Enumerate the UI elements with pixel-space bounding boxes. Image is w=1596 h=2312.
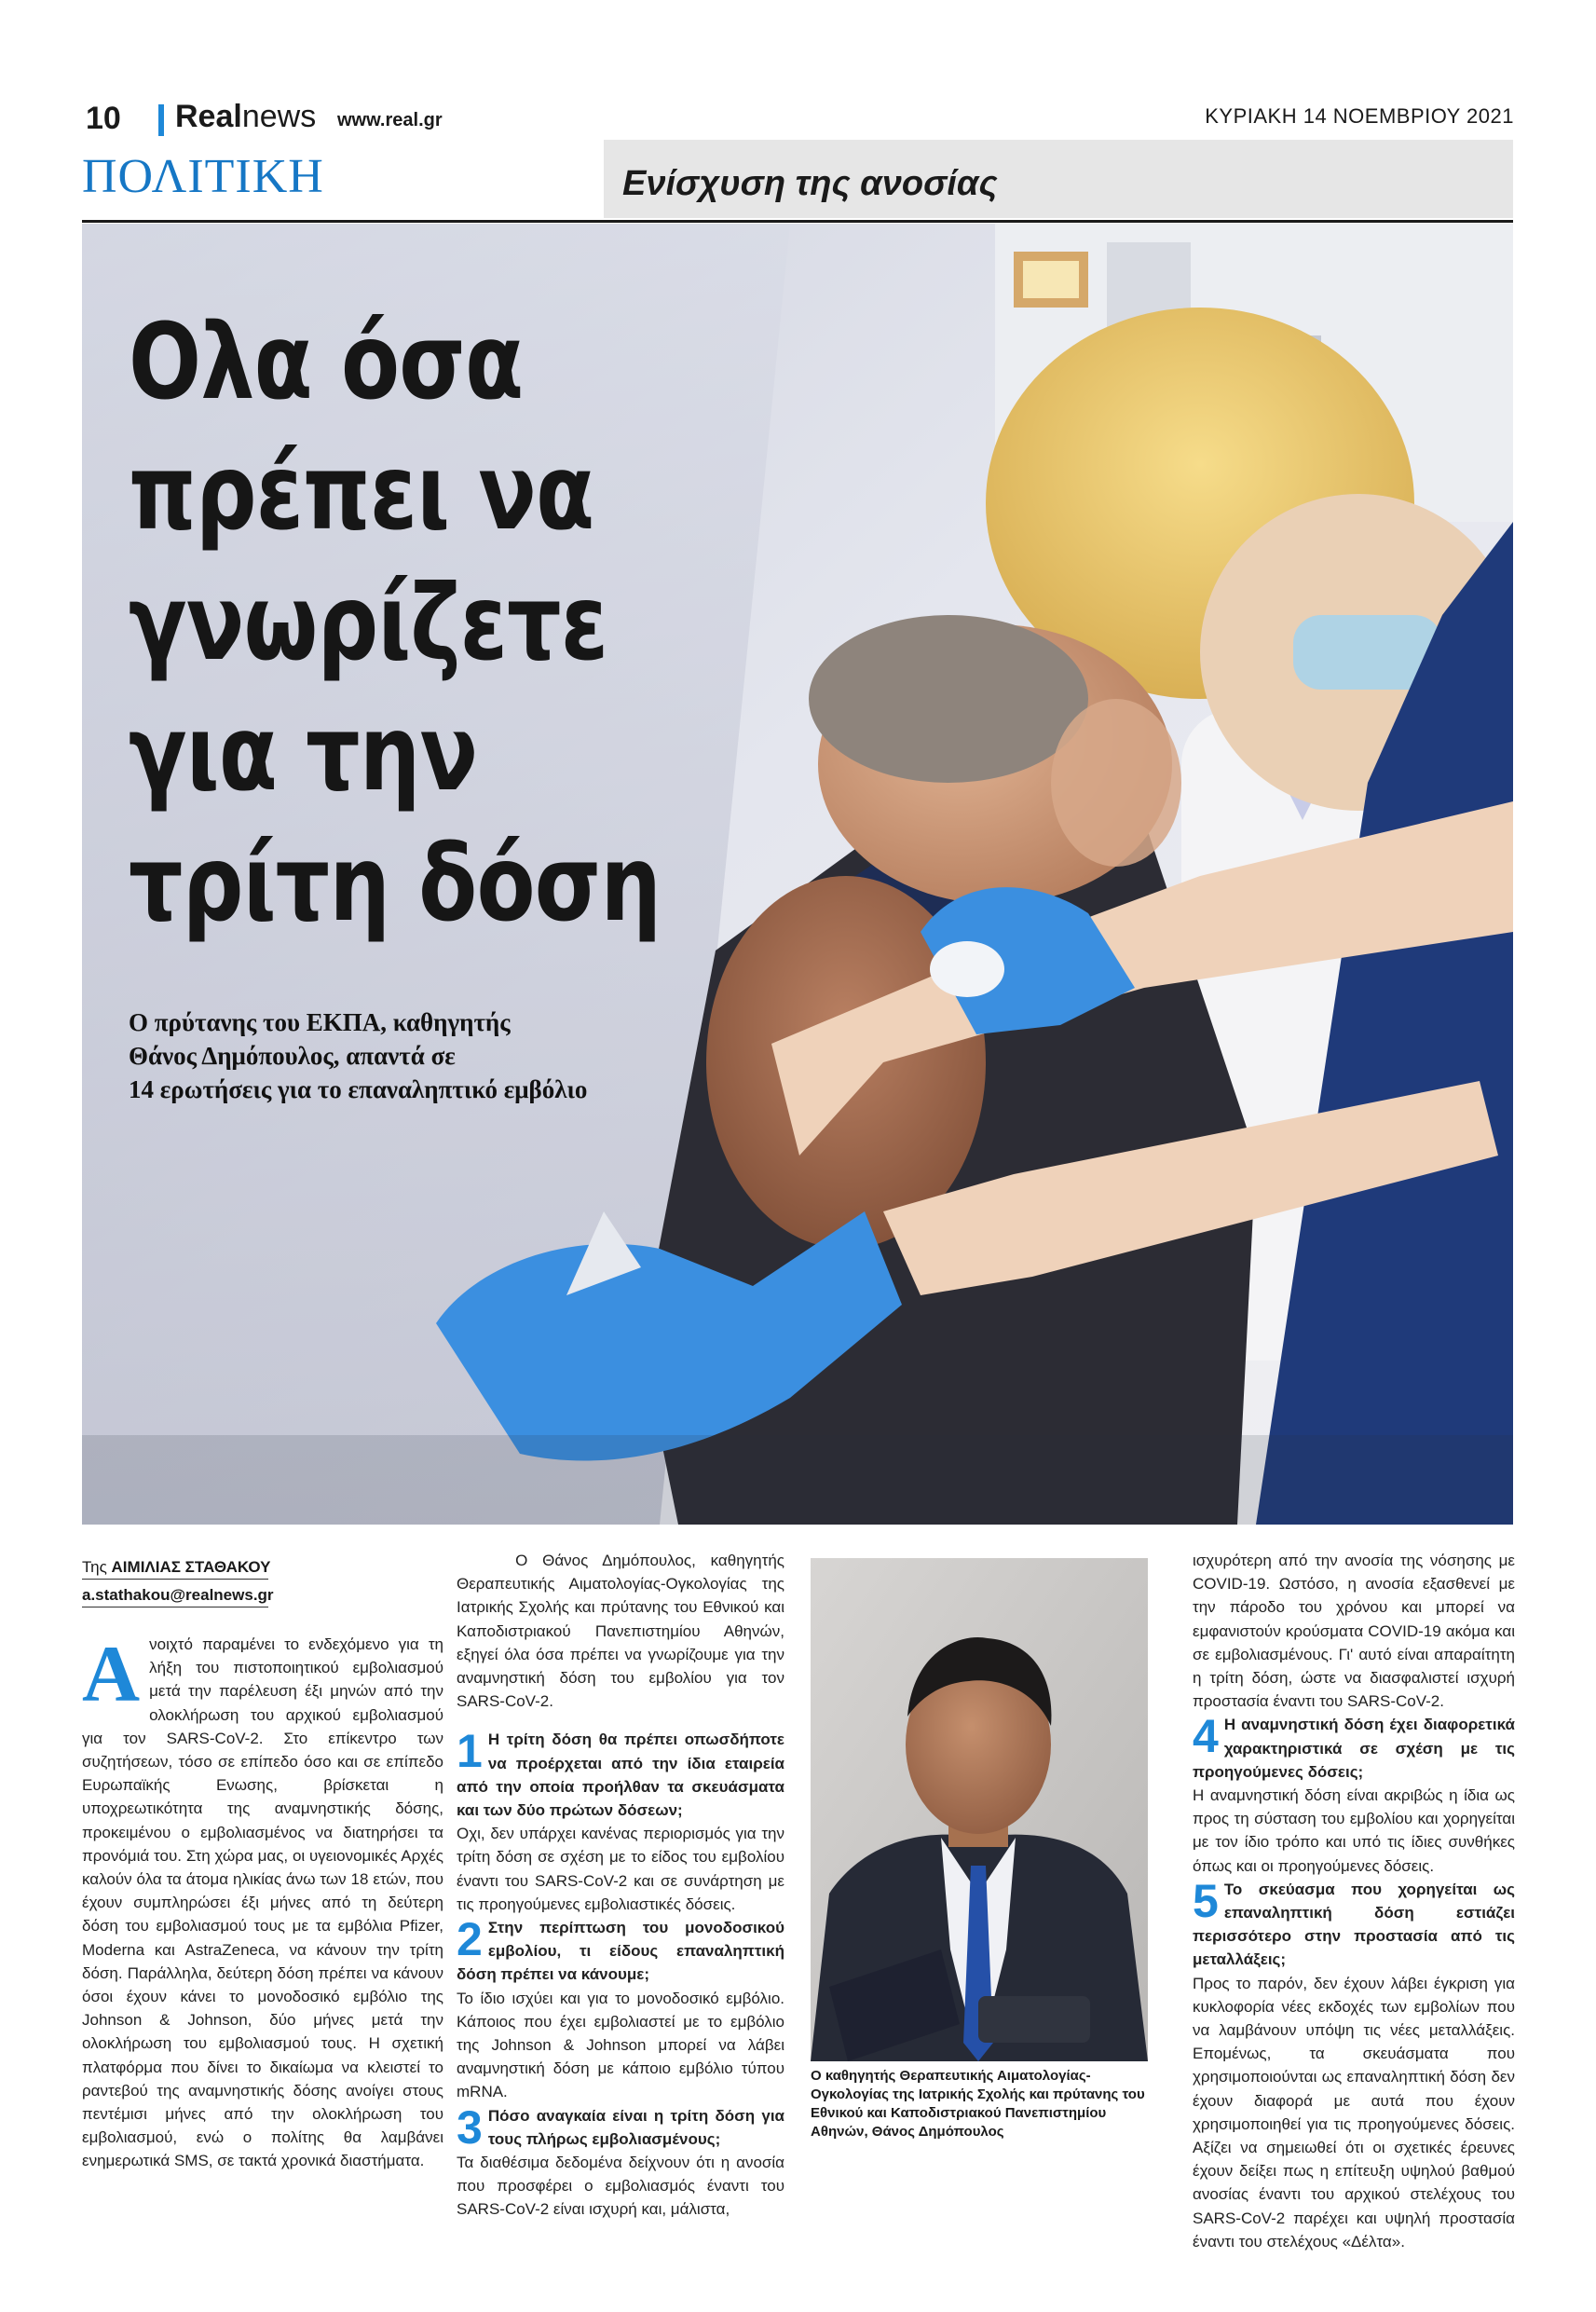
article-column-1	[82, 1629, 443, 2173]
question-4-text: Η αναμνηστική δόση έχει διαφορετικά χαρακτηριστικά σε σχέση με τις προηγούμενες δόσεις;	[1193, 1716, 1515, 1781]
question-2	[457, 1913, 784, 1987]
question-1-text: Η τρίτη δόση θα πρέπει οπωσδήποτε να προέρχεται από την ίδια εταιρεία από την οποία προήλθαν τα σκευάσματα και των δύο πρώτων δόσεων;	[457, 1731, 784, 1820]
page-number: 10	[86, 101, 121, 136]
answer-3: Τα διαθέσιμα δεδομένα δείχνουν ότι η ανοσία που προσφέρει ο εμβολιασμός έναντι του SARS-CoV-2 είναι ισχυρή και, μάλιστα,	[457, 2154, 784, 2219]
question-number-5: 5	[1193, 1874, 1219, 1927]
issue-date: ΚΥΡΙΑΚΗ 14 ΝΟΕΜΒΡΙΟΥ 2021	[1205, 104, 1514, 128]
question-number-3: 3	[457, 2100, 483, 2154]
brand-light: news	[241, 99, 317, 134]
brand-site: www.real.gr	[337, 110, 443, 130]
headline-line-5: τρίτη δόση	[129, 824, 662, 945]
question-number-2: 2	[457, 1913, 483, 1966]
header-rule	[82, 220, 1513, 223]
deck-line-1: Ο πρύτανης του ΕΚΠΑ, καθηγητής	[129, 1008, 511, 1036]
deck-line-3: 14 ερωτήσεις για το επαναληπτικό εμβόλιο	[129, 1075, 588, 1103]
professor-portrait	[811, 1558, 1148, 2061]
headline-line-4: για την	[129, 693, 478, 814]
byline-prefix: Της	[82, 1558, 107, 1576]
article-column-4	[1193, 1549, 1515, 2253]
question-3-text: Πόσο αναγκαία είναι η τρίτη δόση για τους πλήρως εμβολιασμένους;	[487, 2106, 784, 2148]
question-number-1: 1	[457, 1725, 483, 1778]
brand-bold: Real	[175, 99, 242, 134]
question-3	[457, 2100, 784, 2154]
byline-rule	[82, 1579, 268, 1580]
section-title: ΠΟΛΙΤΙΚΗ	[82, 150, 324, 203]
headline-line-3: γνωρίζετε	[129, 563, 608, 684]
author-email[interactable]: a.stathakou@realnews.gr	[82, 1586, 274, 1604]
question-5	[1193, 1874, 1515, 1972]
question-1	[457, 1725, 784, 1822]
drop-cap: Α	[82, 1629, 141, 1718]
byline	[82, 1558, 270, 1577]
intro-paragraph: νοιχτό παραμένει το ενδεχόμενο για τη λήξη του πιστοποιητικού εμβολιασμού μετά την παρέλευση έξι μηνών από την ολοκλήρωση του αρχικού εμβολιασμού για τον SARS-CoV-2. Στο επίκεντρο των συζητήσεων, τόσο σε επίπεδο όσο και σε επίπεδο Ευρωπαϊκής Ενωσης, βρίσκεται η υποχρεωτικότητα της αναμνηστικής δόσης, προκειμένου ο εμβολιασμένος να διατηρήσει τα προνόμιά του. Στη χώρα μας, οι υγειονομικές Αρχές καλούν όλα τα άτομα ηλικίας άνω των 18 ετών, που έχουν συμπληρώσει έξι μήνες από τη δεύτερη δόση του εμβολιασμού τους με τα εμβόλια Pfizer, Moderna και AstraZeneca, να κάνουν την τρίτη δόση. Παράλληλα, δεύτερη δόση πρέπει να κάνουν όσοι έχουν κάνει το μονοδοσικό εμβόλιο της Johnson & Johnson, δύο μήνες μετά την ολοκλήρωση του εμβολιασμού τους. Η σχετική πλατφόρμα που δίνει το δικαίωμα να κλειστεί το ραντεβού της αναμνηστικής δόσης ανοίγει στους πεντέμισι μήνες από την ολοκλήρωση του εμβολιασμού, ενώ ο πολίτης θα λαμβάνει ενημερωτικά SMS, σε τακτά χρονικά διαστήματα.	[82, 1635, 443, 2170]
byline-author: ΑΙΜΙΛΙΑΣ ΣΤΑΘΑΚΟΥ	[111, 1558, 271, 1576]
question-number-4: 4	[1193, 1710, 1219, 1763]
question-5-text: Το σκεύασμα που χορηγείται ως επαναληπτική δόση εστιάζει περισσότερο στην προστασία από τις μεταλλάξεις;	[1193, 1880, 1515, 1969]
deck-line-2: Θάνος Δημόπουλος, απαντά σε	[129, 1042, 456, 1070]
question-2-text: Στην περίπτωση του μονοδοσικού εμβολίου, τι είδους επαναληπτική δόση πρέπει να κάνουμε;	[457, 1919, 784, 1984]
interview-intro-text: καθηγητής Θεραπευτικής Αιματολογίας-Ογκολογίας της Ιατρικής Σχολής και πρύτανης του Εθνικού και Καποδιστριακού Πανεπιστημίου Αθηνών, εξηγεί όλα όσα πρέπει να γνωρίζουμε για την αναμνηστική δόση του εμβολίου για τον SARS-CoV-2.	[457, 1552, 784, 1711]
question-4	[1193, 1710, 1515, 1784]
continued-paragraph: ισχυρότερη από την ανοσία της νόσησης με COVID-19. Ωστόσο, η ανοσία εξασθενεί με την πάροδο του χρόνου και μπορεί να εμφανιστούν κρούσματα COVID-19 ακόμα και σε εμβολιασμένους. Γι' αυτό είναι απαραίτητη η τρίτη δόση, ώστε να διασφαλιστεί ισχυρή προστασία έναντι του SARS-CoV-2.	[1193, 1552, 1515, 1711]
headline-line-1: Ολα όσα	[129, 302, 524, 423]
headline-line-2: πρέπει να	[129, 432, 594, 554]
portrait-caption: Ο καθηγητής Θεραπευτικής Αιματολογίας-Ογκολογίας της Ιατρικής Σχολής και πρύτανης του Εθνικού και Καποδιστριακού Πανεπιστημίου Αθηνών, Θάνος Δημόπουλος	[811, 2068, 1145, 2140]
answer-5: Προς το παρόν, δεν έχουν λάβει έγκριση για κυκλοφορία νέες εκδοχές των εμβολίων που να λαμβάνουν υπόψη τις νέες μεταλλάξεις. Επομένως, τα σκευάσματα που χρησιμοποιούνται ως επαναληπτική δόση δεν έχουν διαφορά με αυτά που έχουν χρησιμοποιηθεί για τις προηγούμενες δόσεις. Αξίζει να σημειωθεί ότι οι σχετικές έρευνες έχουν δείξει πως η επίτευξη υψηλού βαθμού ανοσίας έναντι του αρχικού στελέχους του SARS-CoV-2 παρέχει και υψηλή προστασία έναντι του στελέχους «Δέλτα».	[1193, 1974, 1515, 2250]
article-column-2	[457, 1549, 784, 2222]
answer-4: Η αναμνηστική δόση είναι ακριβώς η ίδια ως προς τη σύσταση του εμβολίου και χορηγείται με τον ίδιο τρόπο και υπό τις ίδιες συνθήκες όπως και οι προηγούμενες δόσεις.	[1193, 1786, 1515, 1875]
header-divider	[158, 104, 164, 136]
interviewee-name: Ο Θάνος Δημόπουλος,	[515, 1552, 696, 1569]
answer-1: Οχι, δεν υπάρχει κανένας περιορισμός για την τρίτη δόση σε σχέση με το είδος του εμβολίου έναντι του SARS-CoV-2 και σε συνάρτηση με τις προηγούμενες εμβολιαστικές δόσεις.	[457, 1825, 784, 1913]
topic-title: Ενίσχυση της ανοσίας	[622, 164, 998, 203]
brand-logo	[175, 99, 316, 135]
interview-intro	[457, 1549, 784, 1713]
answer-2: Το ίδιο ισχύει και για το μονοδοσικό εμβόλιο. Κάποιος που έχει εμβολιαστεί με το εμβόλιο της Johnson & Johnson μπορεί να λάβει αναμνηστική δόση με κάποιο εμβόλιο τύπου mRNA.	[457, 1989, 784, 2101]
